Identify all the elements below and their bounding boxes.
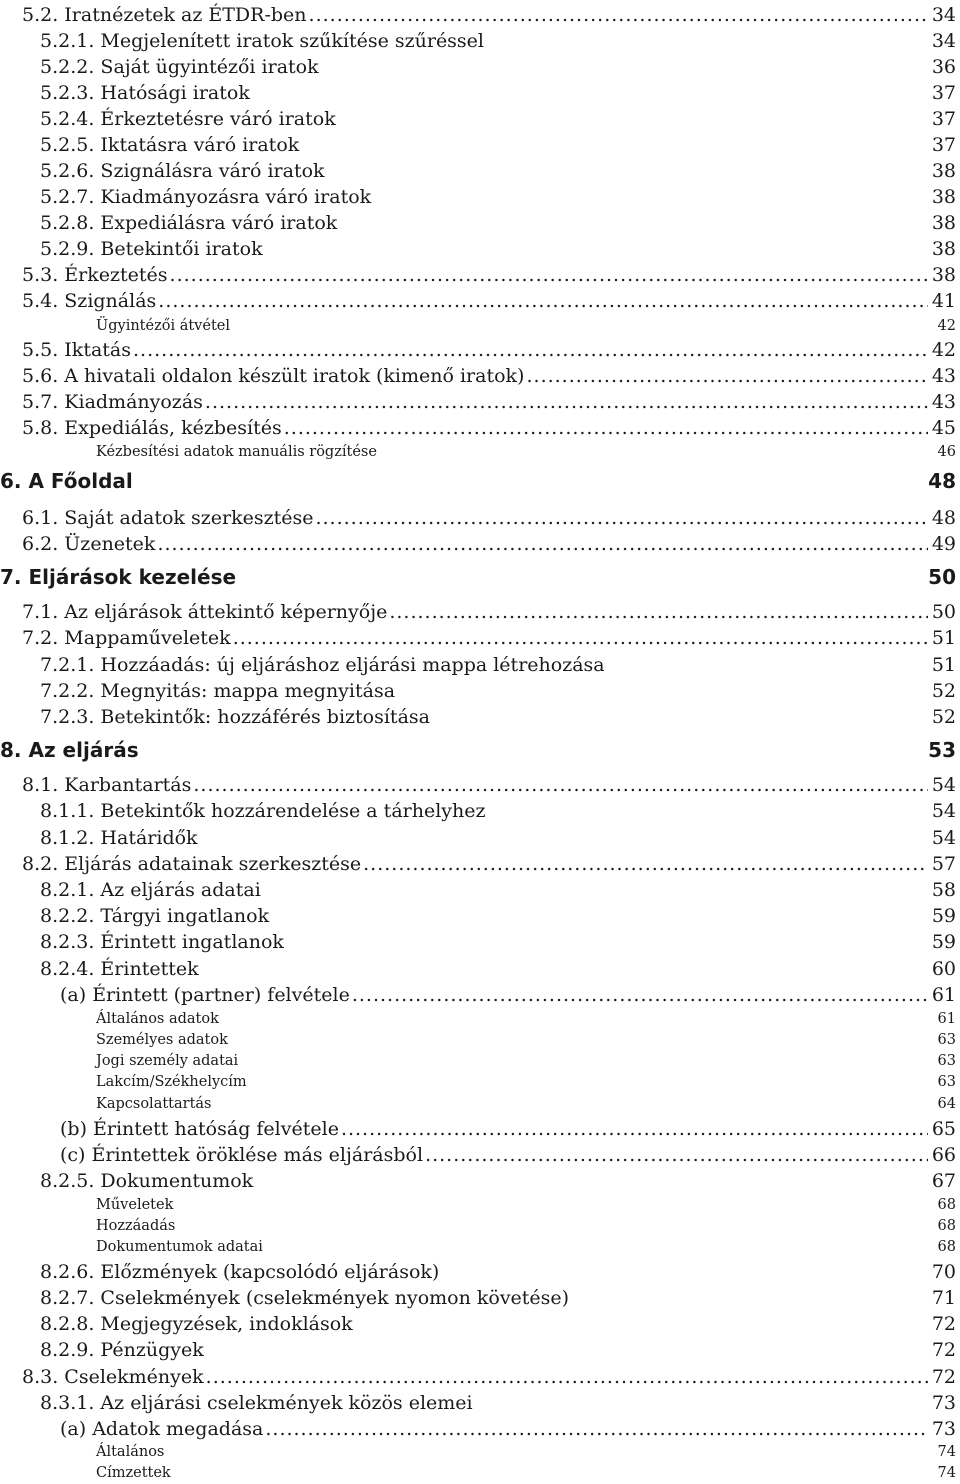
toc-entry-page: 43 (931, 391, 956, 413)
toc-entry[interactable] (0, 132, 960, 158)
toc-leader-dots (341, 1116, 928, 1142)
toc-leader-dots (157, 531, 927, 557)
toc-entry-title: 7. Eljárások kezelése (0, 565, 237, 589)
toc-entry-title: 5.2.2. Saját ügyintézői iratok (40, 56, 319, 78)
toc-entry-page: 59 (931, 905, 956, 927)
toc-entry-page: 45 (931, 417, 956, 439)
toc-leader-dots (352, 982, 928, 1008)
toc-entry-title: 5.3. Érkeztetés (22, 264, 168, 286)
toc-entry[interactable] (0, 106, 960, 132)
toc-entry[interactable] (0, 184, 960, 210)
toc-entry-page: 38 (931, 186, 956, 208)
toc-entry-page: 68 (937, 1197, 956, 1213)
toc-entry-page: 46 (937, 444, 956, 460)
toc-entry[interactable] (0, 2, 960, 28)
toc-entry-page: 38 (931, 160, 956, 182)
toc-entry[interactable] (0, 982, 960, 1008)
toc-entry-title: 7.2.2. Megnyitás: mappa megnyitása (40, 680, 396, 702)
toc-entry-page: 48 (931, 507, 956, 529)
toc-leader-dots (284, 415, 928, 441)
toc-entry-title: 5.6. A hivatali oldalon készült iratok (kimenő iratok) (22, 365, 525, 387)
toc-entry[interactable] (0, 531, 960, 557)
toc-entry[interactable] (0, 316, 960, 337)
toc-entry[interactable] (0, 1142, 960, 1168)
toc-entry-page: 73 (931, 1418, 956, 1440)
toc-entry[interactable] (0, 798, 960, 824)
toc-entry-title: 8.2.3. Érintett ingatlanok (40, 931, 284, 953)
toc-entry[interactable] (0, 1364, 960, 1390)
toc-entry-title: 8.2.2. Tárgyi ingatlanok (40, 905, 270, 927)
toc-entry-page: 54 (931, 774, 956, 796)
toc-entry[interactable] (0, 1009, 960, 1030)
toc-entry[interactable] (0, 1463, 960, 1484)
toc-chapter[interactable] (0, 466, 960, 496)
toc-leader-dots (170, 262, 928, 288)
toc-entry-title: Kézbesítési adatok manuális rögzítése (96, 444, 377, 460)
toc-entry-title: Műveletek (96, 1197, 174, 1213)
toc-entry[interactable] (0, 1030, 960, 1051)
toc-entry[interactable] (0, 1051, 960, 1072)
toc-entry-title: 5.7. Kiadmányozás (22, 391, 203, 413)
toc-entry-title: 7.2.3. Betekintők: hozzáférés biztosítása (40, 706, 430, 728)
toc-entry-title: (b) Érintett hatóság felvétele (60, 1118, 339, 1140)
toc-entry-page: 49 (931, 533, 956, 555)
toc-entry-page: 63 (937, 1032, 956, 1048)
toc-entry-title: 8.3. Cselekmények (22, 1366, 204, 1388)
toc-entry-page: 38 (931, 238, 956, 260)
toc-entry-title: 6. A Főoldal (0, 469, 133, 493)
toc-entry-title: 7.2.1. Hozzáadás: új eljáráshoz eljárási mappa létrehozása (40, 654, 605, 676)
toc-entry[interactable] (0, 1094, 960, 1115)
toc-entry-title: 7.2. Mappaműveletek (22, 627, 231, 649)
toc-entry-title: 8.2.8. Megjegyzések, indoklások (40, 1313, 353, 1335)
toc-entry[interactable] (0, 505, 960, 531)
toc-entry[interactable] (0, 1216, 960, 1237)
toc-entry-page: 72 (931, 1366, 956, 1388)
toc-entry-page: 42 (931, 339, 956, 361)
toc-entry-title: Lakcím/Székhelycím (96, 1074, 247, 1090)
toc-entry-title: 5.2.6. Szignálásra váró iratok (40, 160, 325, 182)
toc-entry[interactable] (0, 1285, 960, 1311)
toc-entry[interactable] (0, 415, 960, 441)
toc-entry[interactable] (0, 929, 960, 955)
toc-entry-title: 8.2.5. Dokumentumok (40, 1170, 254, 1192)
toc-entry[interactable] (0, 704, 960, 730)
toc-entry[interactable] (0, 851, 960, 877)
toc-entry-page: 60 (931, 958, 956, 980)
toc-entry-title: 5.5. Iktatás (22, 339, 131, 361)
toc-entry-title: (c) Érintettek öröklése más eljárásból (60, 1144, 424, 1166)
toc-entry-title: Személyes adatok (96, 1032, 228, 1048)
toc-entry-page: 72 (931, 1313, 956, 1335)
toc-entry-title: Jogi személy adatai (96, 1053, 239, 1069)
toc-entry-page: 68 (937, 1218, 956, 1234)
toc-entry[interactable] (0, 678, 960, 704)
toc-leader-dots (425, 1142, 928, 1168)
toc-entry-page: 43 (931, 365, 956, 387)
toc-entry-title: 8. Az eljárás (0, 738, 139, 762)
toc-entry-page: 50 (928, 565, 956, 589)
toc-entry-title: 8.2. Eljárás adatainak szerkesztése (22, 853, 362, 875)
toc-entry-page: 53 (928, 738, 956, 762)
toc-entry[interactable] (0, 1390, 960, 1416)
toc-leader-dots (206, 1364, 928, 1390)
toc-entry[interactable] (0, 158, 960, 184)
toc-entry-page: 41 (931, 290, 956, 312)
toc-entry-page: 52 (931, 680, 956, 702)
toc-leader-dots (158, 288, 928, 314)
toc-leader-dots (133, 337, 928, 363)
toc-leader-dots (363, 851, 928, 877)
toc-entry-page: 57 (931, 853, 956, 875)
toc-entry[interactable] (0, 599, 960, 625)
toc-entry[interactable] (0, 1442, 960, 1463)
toc-entry-title: 8.2.4. Érintettek (40, 958, 199, 980)
toc-entry-page: 38 (931, 264, 956, 286)
toc-entry-page: 34 (931, 30, 956, 52)
toc-entry-title: (a) Adatok megadása (60, 1418, 264, 1440)
toc-entry-page: 52 (931, 706, 956, 728)
toc-entry-page: 72 (931, 1339, 956, 1361)
toc-leader-dots (233, 625, 928, 651)
toc-entry[interactable] (0, 28, 960, 54)
toc-entry-title: 8.2.7. Cselekmények (cselekmények nyomon követése) (40, 1287, 570, 1309)
toc-entry[interactable] (0, 210, 960, 236)
toc-entry[interactable] (0, 1311, 960, 1337)
toc-entry[interactable] (0, 877, 960, 903)
toc-entry-title: 5.2.7. Kiadmányozásra váró iratok (40, 186, 372, 208)
toc-entry-title: 5.2.5. Iktatásra váró iratok (40, 134, 300, 156)
toc-entry-page: 58 (931, 879, 956, 901)
toc-leader-dots (526, 363, 927, 389)
toc-entry-title: Kapcsolattartás (96, 1096, 212, 1112)
toc-entry-page: 63 (937, 1074, 956, 1090)
toc-entry[interactable] (0, 262, 960, 288)
toc-entry-page: 48 (928, 469, 956, 493)
toc-entry-title: 5.4. Szignálás (22, 290, 157, 312)
toc-entry-title: (a) Érintett (partner) felvétele (60, 984, 350, 1006)
toc-entry-page: 65 (931, 1118, 956, 1140)
toc-entry-page: 70 (931, 1261, 956, 1283)
toc-entry[interactable] (0, 956, 960, 982)
toc-leader-dots (205, 389, 928, 415)
toc-leader-dots (193, 772, 927, 798)
toc-entry-page: 66 (931, 1144, 956, 1166)
toc-entry[interactable] (0, 363, 960, 389)
toc-leader-dots (389, 599, 927, 625)
toc-entry[interactable] (0, 337, 960, 363)
toc-entry-page: 36 (931, 56, 956, 78)
toc-entry[interactable] (0, 1195, 960, 1216)
toc-entry-page: 59 (931, 931, 956, 953)
toc-entry-page: 38 (931, 212, 956, 234)
toc-entry-page: 51 (931, 627, 956, 649)
toc-entry[interactable] (0, 442, 960, 463)
toc-entry-page: 67 (931, 1170, 956, 1192)
toc-entry[interactable] (0, 288, 960, 314)
toc-entry-page: 54 (931, 827, 956, 849)
toc-entry-page: 37 (931, 82, 956, 104)
toc-leader-dots (265, 1416, 927, 1442)
toc-entry-page: 42 (937, 318, 956, 334)
toc-entry-title: 8.2.9. Pénzügyek (40, 1339, 204, 1361)
toc-entry-page: 74 (937, 1465, 956, 1481)
toc-entry[interactable] (0, 54, 960, 80)
toc-entry[interactable] (0, 1168, 960, 1194)
toc-entry-page: 74 (937, 1444, 956, 1460)
toc-entry-page: 71 (931, 1287, 956, 1309)
toc-entry-page: 73 (931, 1392, 956, 1414)
toc-entry-title: 6.2. Üzenetek (22, 533, 156, 555)
toc-entry-title: 8.2.1. Az eljárás adatai (40, 879, 261, 901)
toc-entry[interactable] (0, 903, 960, 929)
toc-entry-title: Általános (96, 1444, 165, 1460)
toc-entry-page: 50 (931, 601, 956, 623)
toc-leader-dots (315, 505, 927, 531)
toc-leader-dots (309, 2, 928, 28)
toc-entry-title: 7.1. Az eljárások áttekintő képernyője (22, 601, 388, 623)
toc-entry-title: 8.1. Karbantartás (22, 774, 192, 796)
toc-entry-page: 34 (931, 4, 956, 26)
toc-chapter[interactable] (0, 562, 960, 592)
toc-entry[interactable] (0, 1337, 960, 1363)
toc-entry-title: Címzettek (96, 1465, 171, 1481)
toc-entry[interactable] (0, 236, 960, 262)
toc-entry-page: 54 (931, 800, 956, 822)
toc-entry[interactable] (0, 1259, 960, 1285)
toc-entry-title: 5.2.8. Expediálásra váró iratok (40, 212, 338, 234)
toc-entry-title: 8.1.2. Határidők (40, 827, 198, 849)
toc-entry-title: 8.1.1. Betekintők hozzárendelése a tárhelyhez (40, 800, 486, 822)
toc-entry[interactable] (0, 772, 960, 798)
toc-entry-title: 5.2.9. Betekintői iratok (40, 238, 263, 260)
toc-entry-page: 61 (931, 984, 956, 1006)
toc-entry-page: 37 (931, 134, 956, 156)
toc-entry[interactable] (0, 1237, 960, 1258)
toc-entry-title: 5.2.4. Érkeztetésre váró iratok (40, 108, 336, 130)
toc-chapter[interactable] (0, 735, 960, 765)
toc-entry[interactable] (0, 389, 960, 415)
toc-entry-page: 61 (937, 1011, 956, 1027)
toc-entry[interactable] (0, 1416, 960, 1442)
toc-entry-page: 51 (931, 654, 956, 676)
toc-entry[interactable] (0, 80, 960, 106)
toc-entry-page: 63 (937, 1053, 956, 1069)
toc-entry[interactable] (0, 825, 960, 851)
toc-entry-page: 37 (931, 108, 956, 130)
toc-entry-title: 5.2.1. Megjelenített iratok szűkítése szűréssel (40, 30, 485, 52)
toc-entry-title: 6.1. Saját adatok szerkesztése (22, 507, 314, 529)
toc-entry[interactable] (0, 625, 960, 651)
toc-entry-page: 68 (937, 1239, 956, 1255)
toc-entry-title: 8.3.1. Az eljárási cselekmények közös elemei (40, 1392, 473, 1414)
toc-entry-title: Dokumentumok adatai (96, 1239, 263, 1255)
toc-entry[interactable] (0, 1072, 960, 1093)
toc-entry-title: 5.2. Iratnézetek az ÉTDR-ben (22, 4, 307, 26)
toc-entry-title: 5.8. Expediálás, kézbesítés (22, 417, 282, 439)
toc-entry-title: Általános adatok (96, 1011, 219, 1027)
toc-entry-page: 64 (937, 1096, 956, 1112)
toc-entry-title: 5.2.3. Hatósági iratok (40, 82, 250, 104)
toc-entry[interactable] (0, 1116, 960, 1142)
toc-entry-title: 8.2.6. Előzmények (kapcsolódó eljárások) (40, 1261, 440, 1283)
toc-entry[interactable] (0, 652, 960, 678)
toc-entry-title: Hozzáadás (96, 1218, 176, 1234)
toc-entry-title: Ügyintézői átvétel (96, 318, 230, 334)
